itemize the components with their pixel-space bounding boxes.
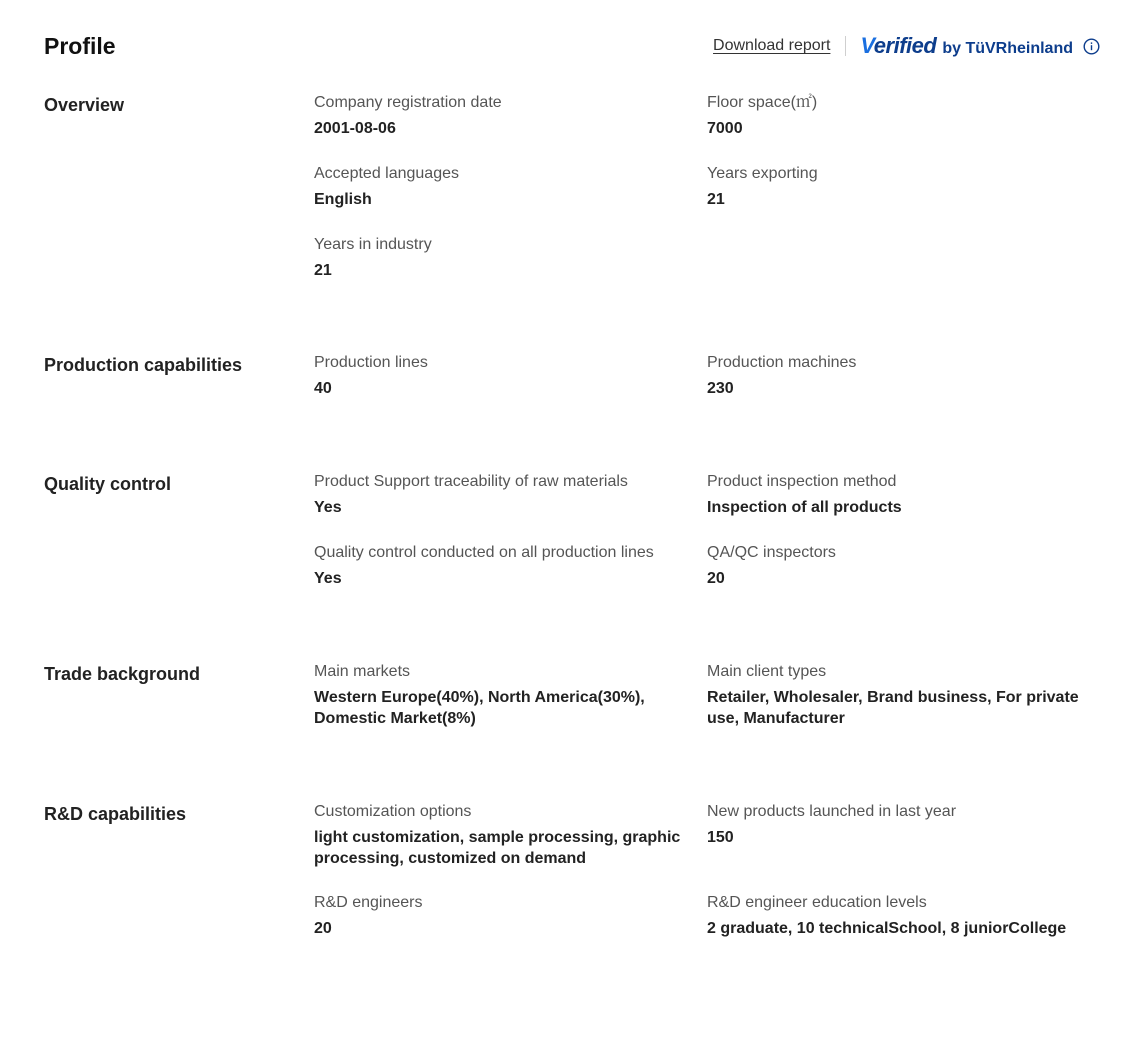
field-rnd-education-levels: [707, 893, 1107, 939]
field-value: 7000: [707, 120, 743, 137]
field-qa-qc-inspectors: [707, 543, 1107, 589]
verified-by-label: by TüVRheinland: [942, 40, 1073, 57]
field-label: Years in industry: [314, 236, 432, 253]
verified-v: V: [860, 33, 874, 58]
field-main-markets: [314, 662, 684, 729]
field-value: Inspection of all products: [707, 499, 902, 516]
field-value: 150: [707, 829, 734, 846]
header-actions: [713, 30, 1100, 62]
field-traceability: [314, 472, 694, 518]
field-customization-options: [314, 802, 684, 869]
field-label: R&D engineers: [314, 894, 423, 911]
field-rnd-engineers: [314, 893, 694, 939]
profile-header: [44, 30, 1100, 62]
field-value: 20: [314, 920, 332, 937]
verified-rest: erified: [873, 33, 937, 58]
field-value: Yes: [314, 499, 342, 516]
field-label: Production machines: [707, 354, 857, 371]
field-label: Floor space(㎡): [707, 94, 818, 111]
field-production-lines: [314, 353, 694, 399]
field-label: Main markets: [314, 663, 411, 680]
field-value: 21: [314, 262, 332, 279]
field-label: R&D engineer education levels: [707, 894, 927, 911]
field-inspection-method: [707, 472, 1107, 518]
field-qc-all-lines: [314, 543, 694, 589]
field-label: Main client types: [707, 663, 827, 680]
field-label: QA/QC inspectors: [707, 544, 836, 561]
field-value: 21: [707, 191, 725, 208]
field-value: Yes: [314, 570, 342, 587]
field-years-exporting: [707, 164, 1107, 210]
field-value: 40: [314, 380, 332, 397]
field-label: New products launched in last year: [707, 803, 957, 820]
field-main-client-types: [707, 662, 1102, 729]
field-label: Production lines: [314, 354, 428, 371]
field-label: Accepted languages: [314, 165, 459, 182]
field-accepted-languages: [314, 164, 694, 210]
field-label: Product inspection method: [707, 473, 897, 490]
field-label: Customization options: [314, 803, 472, 820]
field-floor-space: [707, 93, 1107, 139]
field-value: light customization, sample processing, graphic processing, customized on demand: [314, 829, 681, 867]
field-value: English: [314, 191, 372, 208]
field-value: 2001-08-06: [314, 120, 396, 137]
field-value: 2 graduate, 10 technicalSchool, 8 juniorCollege: [707, 920, 1067, 937]
field-production-machines: [707, 353, 1107, 399]
field-label: Quality control conducted on all production lines: [314, 544, 654, 561]
verified-word: [860, 33, 936, 59]
field-label: Years exporting: [707, 165, 818, 182]
section-title-trade: Trade background: [44, 664, 201, 684]
verified-logo: [860, 33, 1073, 59]
field-registration-date: [314, 93, 694, 139]
field-label: Company registration date: [314, 94, 502, 111]
info-circle-icon[interactable]: [1082, 37, 1100, 55]
field-years-in-industry: [314, 235, 694, 281]
field-value: 230: [707, 380, 734, 397]
section-title-production: Production capabilities: [44, 355, 243, 375]
field-value: Retailer, Wholesaler, Brand business, For private use, Manufacturer: [707, 689, 1079, 727]
field-label: Product Support traceability of raw materials: [314, 473, 628, 490]
field-new-products: [707, 802, 1107, 848]
page-title: Profile: [44, 33, 116, 59]
section-title-quality: Quality control: [44, 474, 172, 494]
section-title-rnd: R&D capabilities: [44, 804, 187, 824]
header-divider: [845, 36, 846, 56]
section-title-overview: Overview: [44, 95, 125, 115]
field-value: 20: [707, 570, 725, 587]
field-value: Western Europe(40%), North America(30%), Domestic Market(8%): [314, 689, 645, 727]
download-report-link[interactable]: Download report: [713, 37, 831, 54]
